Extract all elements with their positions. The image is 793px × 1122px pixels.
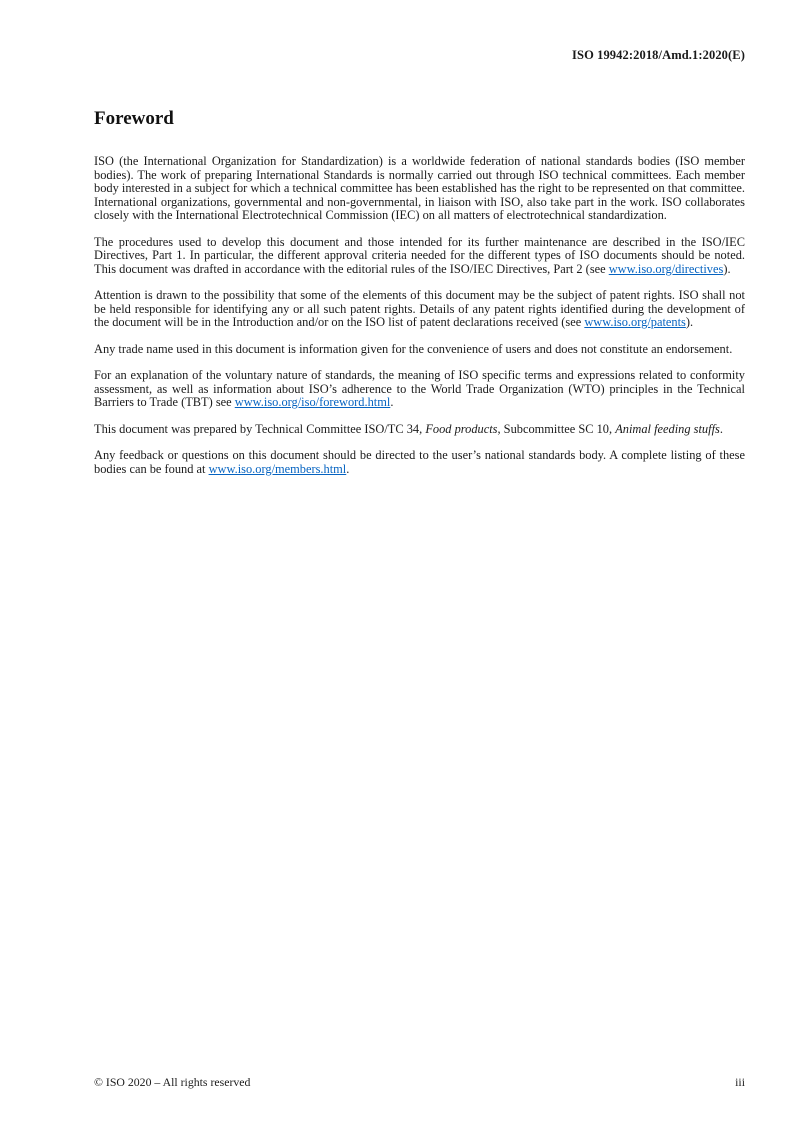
text-run: This document was prepared by Technical Committee ISO/TC 34,: [94, 421, 426, 436]
text-run: .: [390, 395, 394, 409]
text-run: ).: [685, 315, 694, 329]
paragraph: [94, 289, 745, 330]
copyright-notice: © ISO 2020 – All rights reserved: [94, 1075, 251, 1089]
paragraph: [94, 343, 745, 357]
document-reference: ISO 19942:2018/Amd.1:2020(E): [572, 48, 745, 62]
page-number: iii: [735, 1075, 745, 1089]
paragraph: [94, 155, 745, 223]
hyperlink[interactable]: www.iso.org/directives: [608, 261, 724, 276]
text-run: ISO (the International Organization for Standardization) is a worldwide federation of national standards bodies (ISO member bodies). The work of preparing International Standards is normally carried out through ISO technical committees. Each member body interested in a subject for which a technical committee has been established has the right to be represented on that committee. International organizations, governmental and non-governmental, in liaison with ISO, also take part in the work. ISO collaborates closely with the International Electrotechnical Commission (IEC) on all matters of electrotechnical standardization.: [94, 154, 745, 222]
text-run: Any feedback or questions on this document should be directed to the user’s national standards body. A complete listing of these bodies can be found at: [94, 448, 745, 476]
paragraph: [94, 369, 745, 410]
page-footer: [94, 1075, 745, 1090]
text-run: .: [719, 421, 723, 436]
text-run: Attention is drawn to the possibility that some of the elements of this document may be the subject of patent rights. ISO shall not be held responsible for identifying any or all such patent rights. Details of any patent rights identified during the development of the document will be in the Introduction and/or on the ISO list of patent declarations received (see: [94, 288, 745, 329]
text-run: ).: [723, 261, 731, 276]
hyperlink[interactable]: www.iso.org/iso/foreword.html: [234, 395, 391, 409]
text-run: Any trade name used in this document is information given for the convenience of users and does not constitute an endorsement.: [94, 341, 733, 356]
paragraph: [94, 236, 745, 277]
hyperlink[interactable]: www.iso.org/patents: [584, 315, 686, 329]
hyperlink[interactable]: www.iso.org/members.html: [208, 461, 347, 476]
text-run: .: [346, 461, 350, 476]
paragraph: [94, 423, 745, 437]
italic-text: Animal feeding stuffs: [615, 421, 720, 436]
text-run: The procedures used to develop this document and those intended for its further maintenance are described in the ISO/IEC Directives, Part 1. In particular, the different approval criteria needed for the different types of ISO documents should be noted. This document was drafted in accordance with the editorial rules of the ISO/IEC Directives, Part 2 (see: [94, 234, 745, 276]
text-run: For an explanation of the voluntary nature of standards, the meaning of ISO specific terms and expressions related to conformity assessment, as well as information about ISO’s adherence to the World Trade Organization (WTO) principles in the Technical Barriers to Trade (TBT) see: [94, 368, 745, 409]
page-header: [94, 48, 745, 63]
text-run: , Subcommittee SC 10,: [497, 421, 616, 436]
italic-text: Food products: [425, 421, 498, 436]
foreword-paragraphs: [94, 155, 745, 489]
paragraph: [94, 449, 745, 476]
foreword-title: Foreword: [94, 108, 174, 129]
